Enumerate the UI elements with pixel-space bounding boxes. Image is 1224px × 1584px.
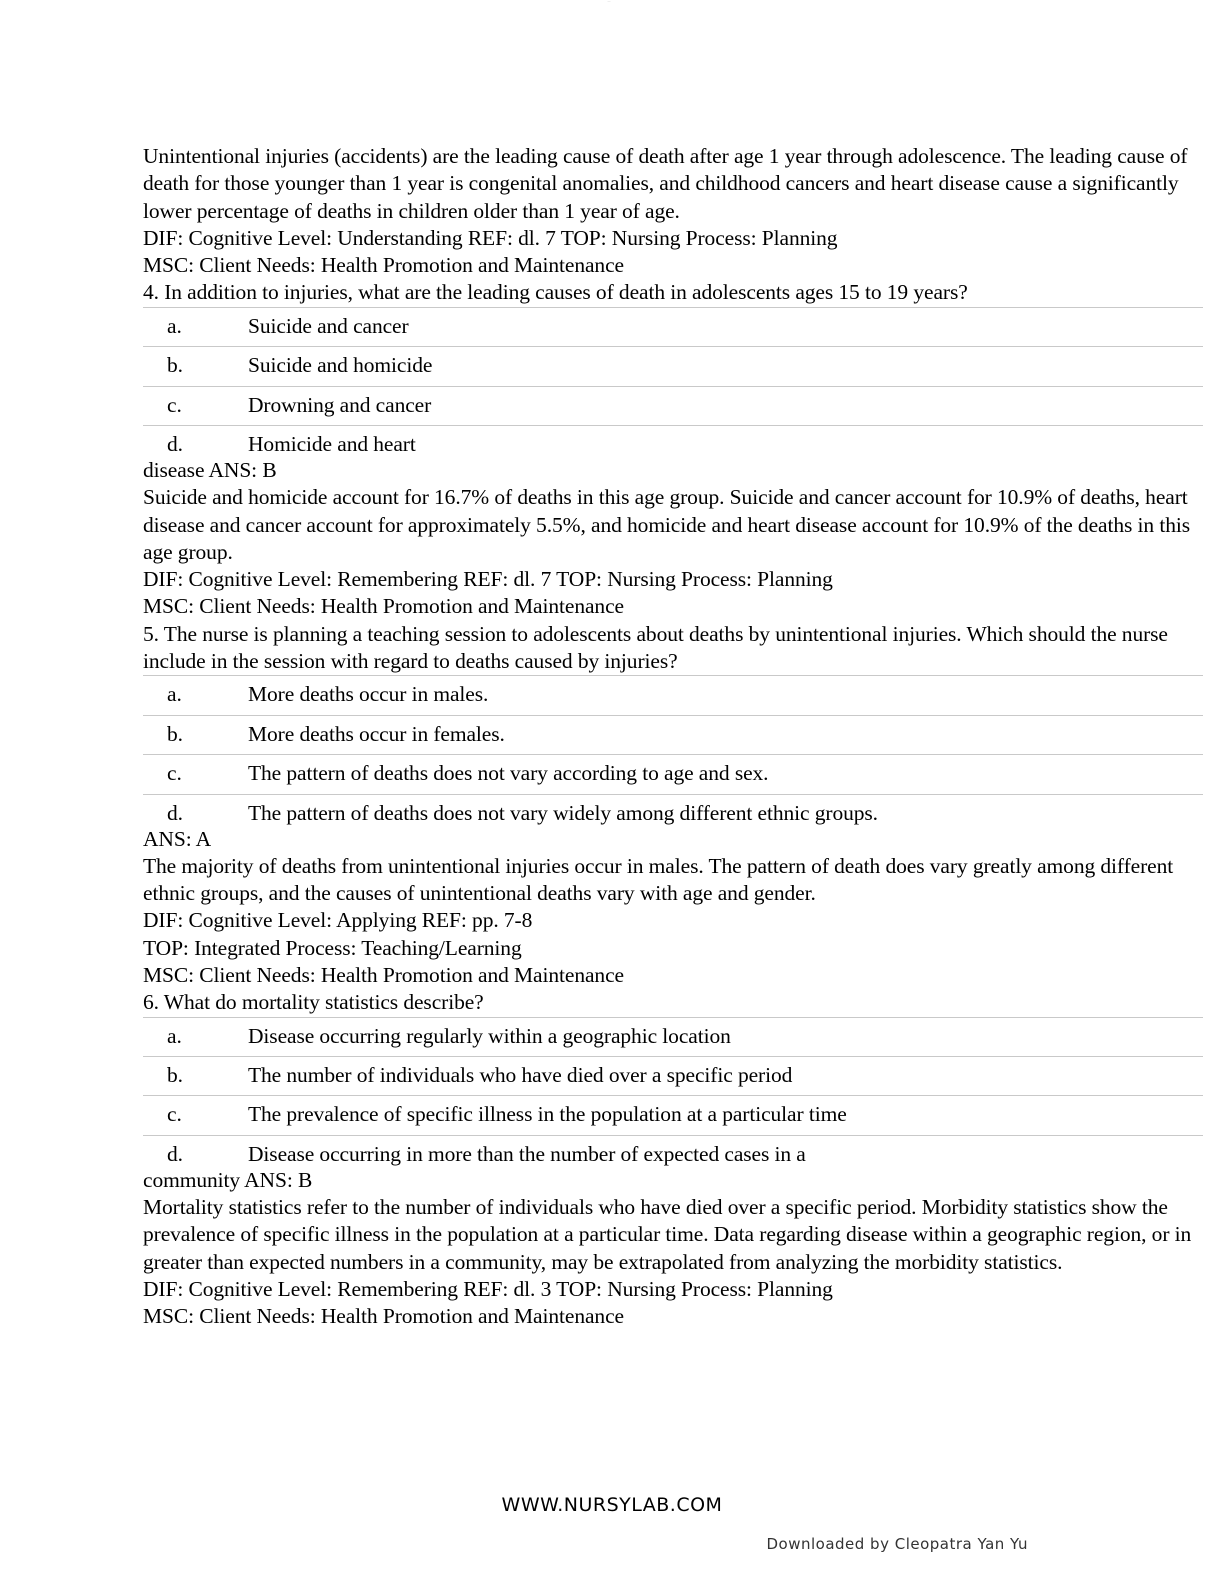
answer-options bbox=[143, 675, 1203, 827]
option-letter: a. bbox=[167, 1023, 182, 1048]
question-stem: 5. The nurse is planning a teaching session to adolescents about deaths by unintentional injuries. Which should the nurse include in the session with regard to deaths caused by injuries? bbox=[143, 621, 1168, 674]
intro-msc-line: MSC: Client Needs: Health Promotion and Maintenance bbox=[143, 253, 624, 278]
option-text: The number of individuals who have died over a specific period bbox=[248, 1062, 793, 1087]
option-letter: c. bbox=[167, 1102, 182, 1127]
option-row bbox=[143, 1017, 1203, 1056]
option-letter: b. bbox=[167, 353, 183, 378]
option-text: Drowning and cancer bbox=[248, 392, 432, 417]
intro-explanation: Unintentional injuries (accidents) are the leading cause of death after age 1 year through adolescence. The leading cause of death for those younger than 1 year is congenital anomalies, and childhood cancers and heart disease cause a significantly lower percentage of deaths in children older than 1 year of age. bbox=[143, 144, 1188, 223]
answer-line: community ANS: B bbox=[143, 1167, 313, 1192]
rationale: The majority of deaths from unintentional injuries occur in males. The pattern of death does vary greatly among different ethnic groups, and the causes of unintentional deaths vary with age and gender. bbox=[143, 853, 1174, 906]
option-text: Homicide and heart bbox=[248, 431, 416, 456]
footer-site-link[interactable]: WWW.NURSYLAB.COM bbox=[501, 1494, 723, 1516]
option-text: More deaths occur in females. bbox=[248, 721, 505, 746]
option-row bbox=[143, 386, 1203, 425]
intro-dif-line: DIF: Cognitive Level: Understanding REF: dl. 7 TOP: Nursing Process: Planning bbox=[143, 225, 838, 250]
option-text: Disease occurring in more than the number of expected cases in a bbox=[248, 1141, 806, 1166]
option-letter: d. bbox=[167, 1141, 183, 1166]
option-row bbox=[143, 675, 1203, 714]
option-text: The pattern of deaths does not vary according to age and sex. bbox=[248, 761, 769, 786]
answer-options bbox=[143, 307, 1203, 459]
dif-line: DIF: Cognitive Level: Remembering REF: dl. 3 TOP: Nursing Process: Planning bbox=[143, 1276, 833, 1301]
question-block-5 bbox=[143, 621, 1203, 990]
answer-line: disease ANS: B bbox=[143, 457, 277, 482]
question-stem: 4. In addition to injuries, what are the leading causes of death in adolescents ages 15 to 19 years? bbox=[143, 280, 968, 305]
option-row bbox=[143, 1135, 1203, 1169]
option-letter: a. bbox=[167, 313, 182, 338]
msc-line: MSC: Client Needs: Health Promotion and Maintenance bbox=[143, 594, 624, 619]
option-text: The prevalence of specific illness in the population at a particular time bbox=[248, 1102, 847, 1127]
option-letter: c. bbox=[167, 761, 182, 786]
option-text: Disease occurring regularly within a geographic location bbox=[248, 1023, 731, 1048]
question-block-4 bbox=[143, 279, 1203, 620]
option-letter: b. bbox=[167, 1062, 183, 1087]
option-letter: b. bbox=[167, 721, 183, 746]
option-row bbox=[143, 754, 1203, 793]
option-text: The pattern of deaths does not vary widely among different ethnic groups. bbox=[248, 800, 878, 825]
option-text: Suicide and cancer bbox=[248, 313, 409, 338]
msc-line: MSC: Client Needs: Health Promotion and Maintenance bbox=[143, 962, 624, 987]
header-mark: ··· bbox=[607, 0, 611, 4]
document-body bbox=[143, 143, 1203, 1331]
rationale: Mortality statistics refer to the number of individuals who have died over a specific period. Morbidity statistics show the prevalence of specific illness in the population at a particular time. Data regarding disease within a geographic region, or in greater than expected numbers in a community, may be extrapolated from analyzing the morbidity statistics. bbox=[143, 1195, 1192, 1274]
dif-line: DIF: Cognitive Level: Remembering REF: dl. 7 TOP: Nursing Process: Planning bbox=[143, 567, 833, 592]
option-row bbox=[143, 346, 1203, 385]
dif-line: DIF: Cognitive Level: Applying REF: pp. 7-8 bbox=[143, 908, 533, 933]
answer-options bbox=[143, 1017, 1203, 1169]
option-row bbox=[143, 794, 1203, 828]
question-stem: 6. What do mortality statistics describe? bbox=[143, 990, 484, 1015]
option-letter: d. bbox=[167, 800, 183, 825]
option-row bbox=[143, 1056, 1203, 1095]
option-text: More deaths occur in males. bbox=[248, 682, 489, 707]
msc-line: MSC: Client Needs: Health Promotion and Maintenance bbox=[143, 1304, 624, 1329]
option-row bbox=[143, 715, 1203, 754]
option-row bbox=[143, 307, 1203, 346]
option-letter: a. bbox=[167, 682, 182, 707]
question-block-6 bbox=[143, 989, 1203, 1330]
rationale: Suicide and homicide account for 16.7% of deaths in this age group. Suicide and cancer account for 10.9% of deaths, heart disease and cancer account for approximately 5.5%, and homicide and heart disease account for 10.9% of the deaths in this age group. bbox=[143, 485, 1190, 564]
footer-downloaded-by: Downloaded by Cleopatra Yan Yu bbox=[766, 1535, 1028, 1553]
option-row bbox=[143, 425, 1203, 459]
option-letter: c. bbox=[167, 392, 182, 417]
top-line: TOP: Integrated Process: Teaching/Learning bbox=[143, 935, 522, 960]
option-text: Suicide and homicide bbox=[248, 353, 433, 378]
answer-line: ANS: A bbox=[143, 826, 212, 851]
option-row bbox=[143, 1095, 1203, 1134]
option-letter: d. bbox=[167, 431, 183, 456]
